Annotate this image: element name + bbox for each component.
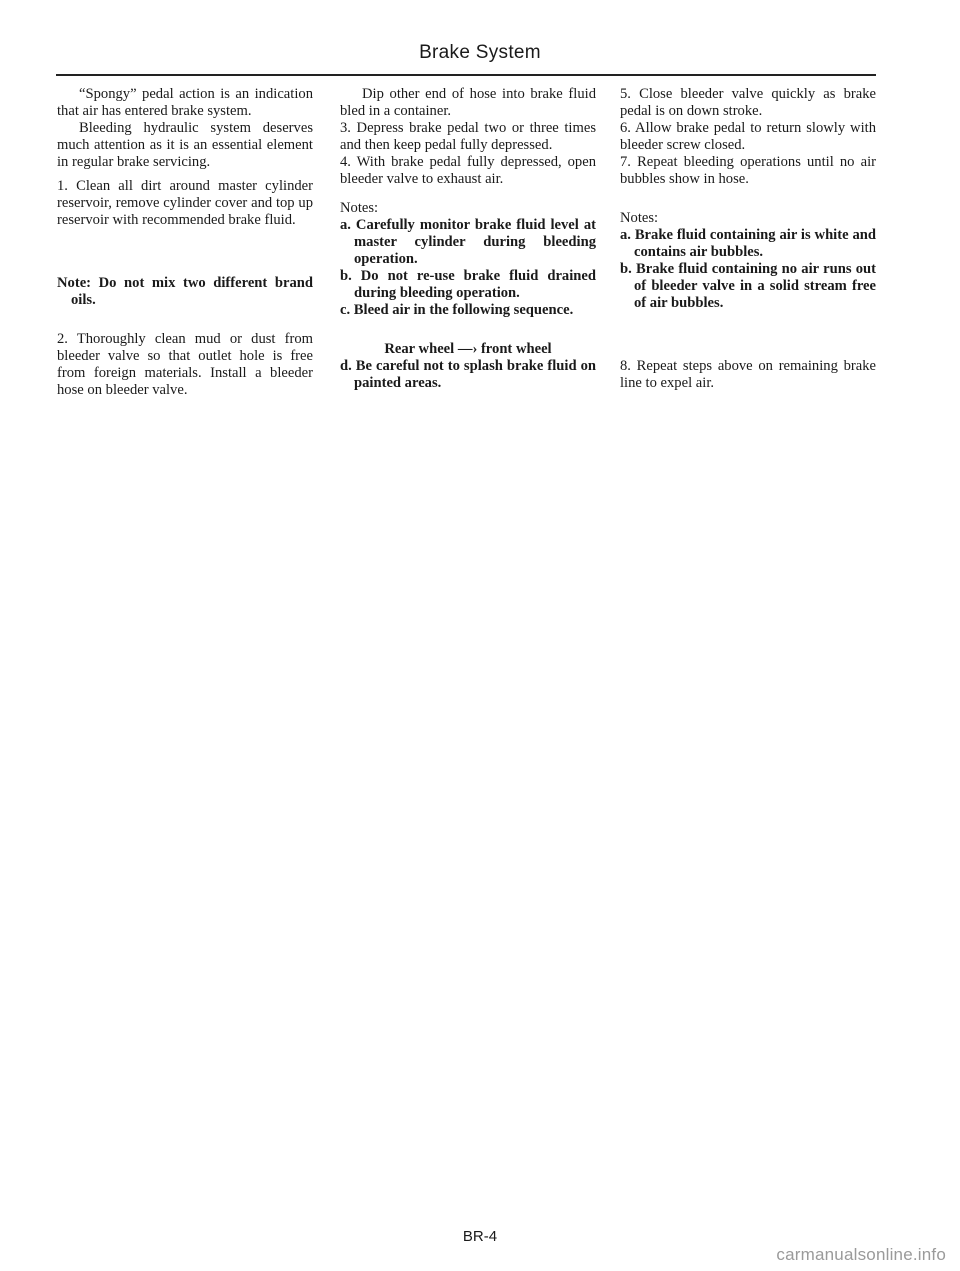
- column-3: [620, 86, 876, 392]
- notes-heading: Notes:: [620, 210, 659, 226]
- step-1: 1. Clean all dirt around master cylinder reservoir, remove cylinder cover and top up reservoir with recommended brake fluid.: [57, 178, 313, 228]
- step-2: 2. Thoroughly clean mud or dust from bleeder valve so that outlet hole is free from foreign materials. Install a bleeder hose on bleeder valve.: [57, 331, 313, 398]
- step-6: 6. Allow brake pedal to return slowly with bleeder screw closed.: [620, 120, 876, 153]
- note-a-white-fluid: a. Brake fluid containing air is white and contains air bubbles.: [620, 227, 876, 260]
- page-title: Brake System: [419, 42, 541, 63]
- paragraph-spongy: “Spongy” pedal action is an indication that air has entered brake system.: [57, 86, 313, 119]
- notes-heading: Notes:: [340, 200, 379, 216]
- step-4: 4. With brake pedal fully depressed, open bleeder valve to exhaust air.: [340, 154, 596, 187]
- step-5: 5. Close bleeder valve quickly as brake pedal is on down stroke.: [620, 86, 876, 119]
- step-3: 3. Depress brake pedal two or three times and then keep pedal fully depressed.: [340, 120, 596, 153]
- column-1: [57, 86, 313, 399]
- step-7: 7. Repeat bleeding operations until no air bubbles show in hose.: [620, 154, 876, 187]
- paragraph-bleeding: Bleeding hydraulic system deserves much attention as it is an essential element in regular brake servicing.: [57, 120, 313, 170]
- note-c-sequence: c. Bleed air in the following sequence.: [340, 302, 574, 318]
- step-8: 8. Repeat steps above on remaining brake line to expel air.: [620, 358, 876, 391]
- watermark-text: carmanualsonline.info: [776, 1245, 946, 1264]
- note-brand-oils: Note: Do not mix two different brand oils.: [57, 275, 313, 308]
- note-b-solid-stream: b. Brake fluid containing no air runs out of bleeder valve in a solid stream free of air bubbles.: [620, 261, 876, 311]
- note-a-monitor-fluid: a. Carefully monitor brake fluid level at master cylinder during bleeding operation.: [340, 217, 596, 267]
- note-b-no-reuse: b. Do not re-use brake fluid drained during bleeding operation.: [340, 268, 596, 301]
- column-2: [340, 86, 596, 392]
- header-rule: [56, 74, 876, 76]
- bleeding-sequence: Rear wheel —› front wheel: [384, 341, 552, 357]
- page-number: BR-4: [462, 1228, 498, 1245]
- paragraph-dip-hose: Dip other end of hose into brake fluid bled in a container.: [340, 86, 596, 119]
- note-d-splash: d. Be careful not to splash brake fluid on painted areas.: [340, 358, 596, 391]
